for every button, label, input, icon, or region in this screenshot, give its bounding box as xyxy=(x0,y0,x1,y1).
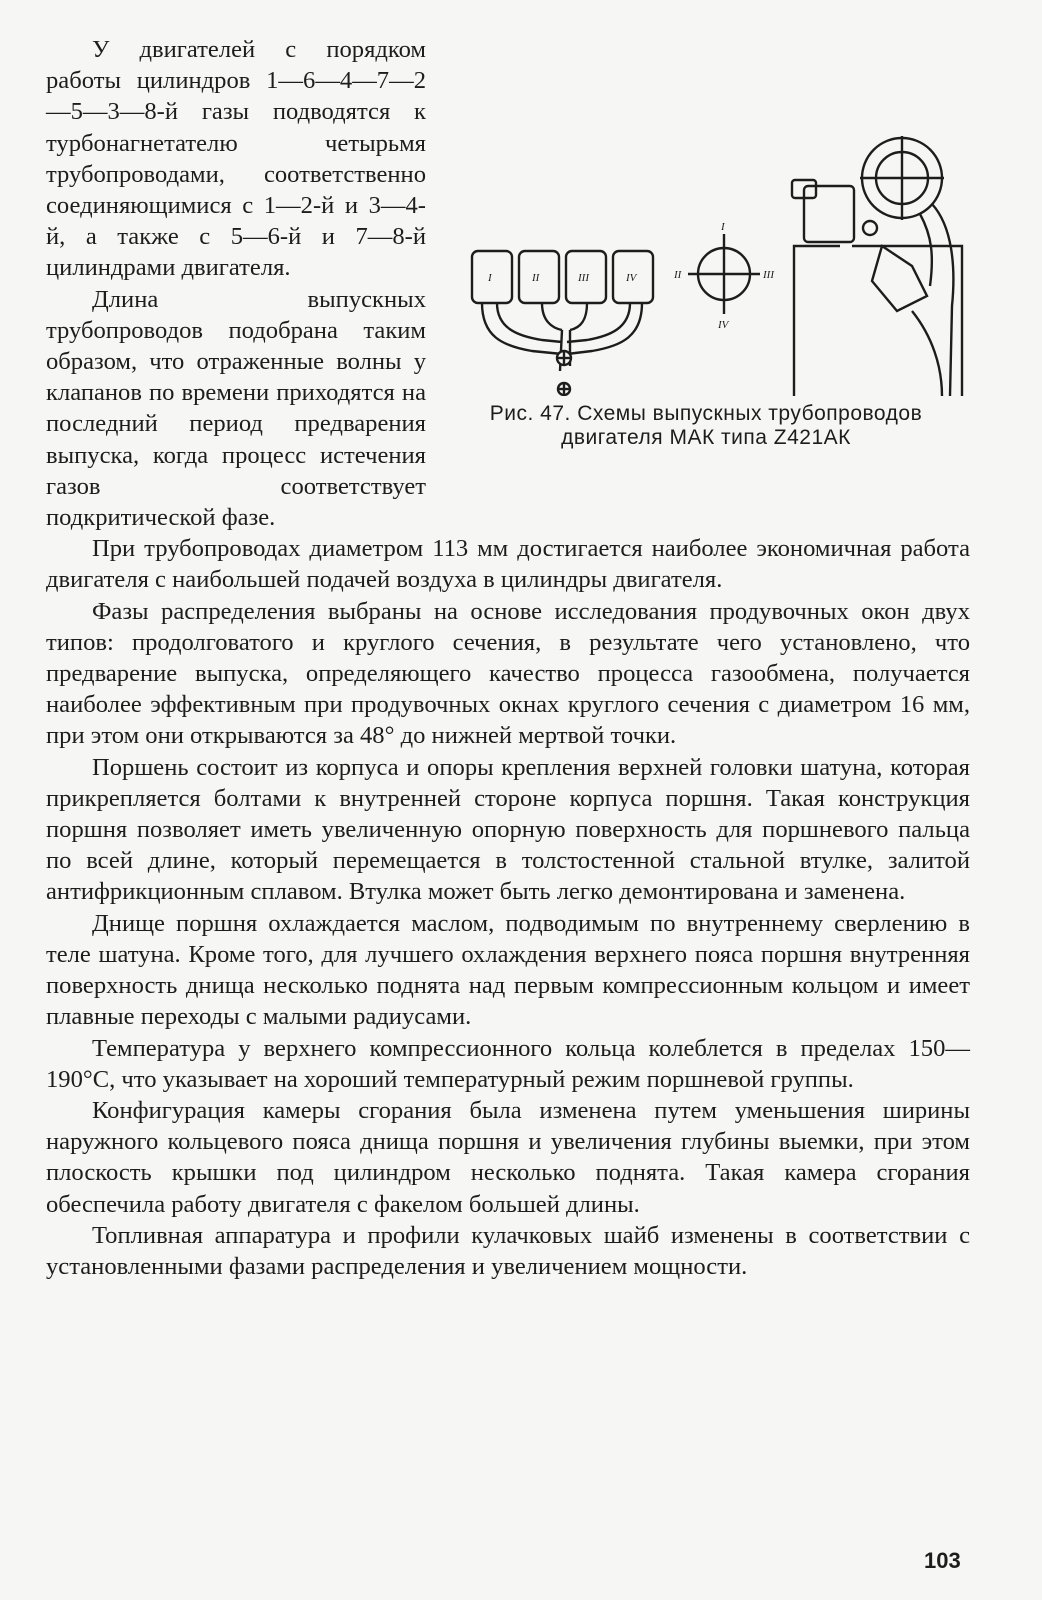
paragraph-9: Топливная аппаратура и профили кулачковых шайб изменены в соответствии с установленными фазами распределения и увеличением мощности. xyxy=(46,1221,970,1280)
box-label-3: III xyxy=(578,272,589,284)
box-label-4: IV xyxy=(626,272,637,284)
box-label-2: II xyxy=(532,272,540,284)
paragraph-4: Фазы распределения выбраны на основе исследования продувочных окон двух типов: продолговатого и круглого сечения, в результате чего установлено, что предварение выпуска, определяющего качество процесса газообмена, получается наиболее эффективным при продувочных окнах круглого сечения с диаметром 16 мм, при этом они открываются за 48° до нижней мертвой точки. xyxy=(46,597,970,750)
cross-label-3: III xyxy=(763,269,774,281)
exhaust-scheme-drawing xyxy=(442,96,970,396)
figure-caption xyxy=(442,402,970,450)
caption-line-2: двигателя МАК типа Z421АК xyxy=(561,426,851,449)
cross-label-4: IV xyxy=(718,319,729,331)
paragraph-7: Температура у верхнего компрессионного кольца колеблется в пределах 150—190°С, что указывает на хороший температурный режим поршневой группы. xyxy=(46,1034,970,1093)
paragraph-5: Поршень состоит из корпуса и опоры крепления верхней головки шатуна, которая прикрепляется болтами к внутренней стороне корпуса поршня. Такая конструкция поршня позволяет иметь увеличенную опорную поверхность для поршневого пальца по всей длине, который перемещается в толстостенной стальной втулке, залитой антифрикционным сплавом. Втулка может быть легко демонтирована и заменена. xyxy=(46,753,970,906)
exhaust-pipes xyxy=(482,303,642,396)
cylinder-boxes xyxy=(472,251,653,303)
crank-cross-diagram xyxy=(673,221,775,331)
page-number: 103 xyxy=(924,1548,961,1573)
page-body xyxy=(46,34,970,1282)
paragraph-6: Днище поршня охлаждается маслом, подводимым по внутреннему сверлению в теле шатуна. Кроме того, для лучшего охлаждения верхнего пояса поршня внутренняя поверхность днища несколько поднята над первым компрессионным кольцом и имеет плавные переходы с малыми радиусами. xyxy=(46,909,970,1031)
cross-label-1: I xyxy=(721,221,725,233)
paragraph-1: У двигателей с порядком работы цилиндров 1—6—4—7—2—5—3—8-й газы подводятся к турбонагнетателю четырьмя трубопроводами, соответственно соединяющимися с 1—2-й и 3—4-й, а также с 5—6-й и 7—8-й цилиндрами двигателя. xyxy=(46,36,426,282)
box-label-1: I xyxy=(488,272,492,284)
paragraph-3: При трубопроводах диаметром 113 мм достигается наиболее экономичная работа двигателя с наибольшей подачей воздуха в цилиндры двигателя. xyxy=(46,535,970,594)
cross-label-2: II xyxy=(674,269,682,281)
turbocharger-drawing xyxy=(792,136,962,396)
figure-47 xyxy=(442,96,970,466)
caption-line-1: Рис. 47. Схемы выпускных трубопроводов xyxy=(489,402,923,425)
paragraph-8: Конфигурация камеры сгорания была изменена путем уменьшения ширины наружного кольцевого пояса днища поршня и увеличения глубины выемки, при этом плоскость крышки под цилиндром несколько поднята. Такая камера сгорания обеспечила работу двигателя с факелом большей длины. xyxy=(46,1096,970,1218)
paragraph-2: Длина выпускных трубопроводов подобрана таким образом, что отраженные волны у клапанов по времени приходятся на последний период предварения выпуска, когда процесс истечения газов соответствует подкритической фазе. xyxy=(46,285,426,532)
